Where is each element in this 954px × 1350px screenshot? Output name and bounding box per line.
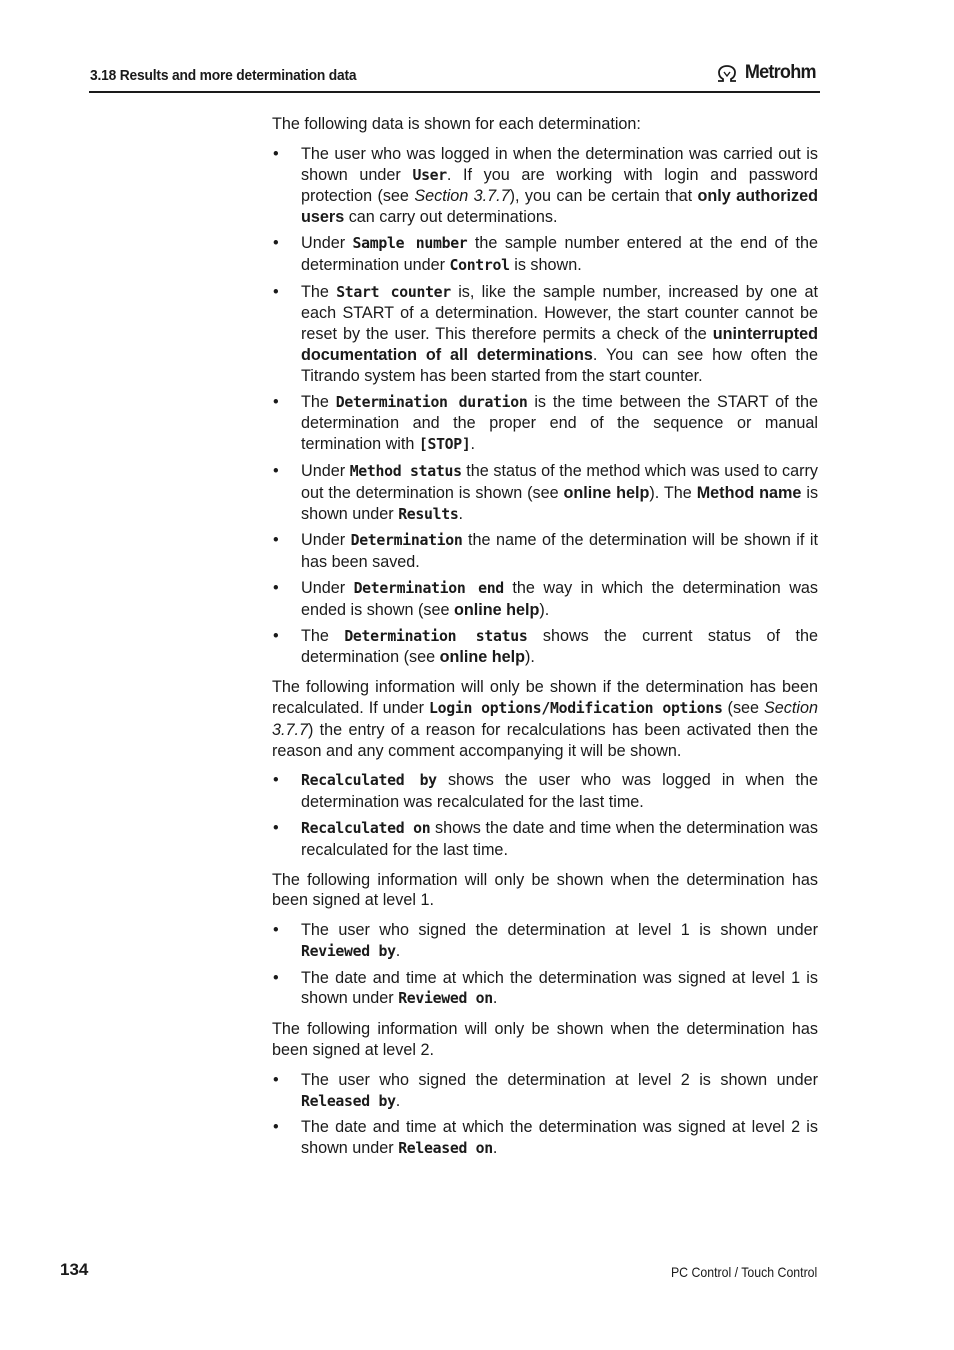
list-item-released-by: • The user who signed the determination at level 2 is shown under Released by. — [272, 1070, 818, 1113]
logo-text: Metrohm — [745, 62, 817, 83]
level1-list — [272, 920, 818, 1010]
determination-data-list — [272, 144, 818, 668]
recalculation-paragraph: The following information will only be shown if the determination has been recalculated. If under Login options/Modification options (see Section 3.7.7) the entry of a reason for recalculations has been activated then the reason and any comment accompanying it will be shown. — [272, 678, 818, 760]
list-item-determination: • Under Determination the name of the determination will be shown if it has been saved. — [272, 530, 818, 573]
list-item-user: • The user who was logged in when the determination was carried out is shown under User. If you are working with login and password protection (see Section 3.7.7), you can be certain that only authorized users can carry out determinations. — [272, 144, 818, 228]
list-item-recalculated-on: • Recalculated on shows the date and time when the determination was recalculated for the last time. — [272, 818, 818, 861]
omega-icon — [715, 64, 739, 82]
list-item-recalculated-by: • Recalculated by shows the user who was logged in when the determination was recalculated for the last time. — [272, 770, 818, 813]
list-item-determination-end: • Under Determination end the way in which the determination was ended is shown (see online help). — [272, 578, 818, 621]
header-rule — [89, 91, 820, 93]
level2-list — [272, 1070, 818, 1160]
section-title: 3.18 Results and more determination data — [90, 67, 357, 84]
list-item-determination-status: • The Determination status shows the current status of the determination (see online help). — [272, 626, 818, 669]
list-item-start-counter: • The Start counter is, like the sample number, increased by one at each START of a determination. However, the start counter cannot be reset by the user. This therefore permits a check of the uninterrupted documentation of all determinations. You can see how often the Titrando system has been started from the start counter. — [272, 282, 818, 387]
level2-paragraph: The following information will only be shown when the determination has been signed at level 2. — [272, 1020, 818, 1060]
list-item-method-status: • Under Method status the status of the method which was used to carry out the determination is shown (see online help). The Method name is shown under Results. — [272, 461, 818, 525]
recalculation-list — [272, 770, 818, 860]
page-content — [272, 114, 818, 1169]
list-item-reviewed-by: • The user who signed the determination at level 1 is shown under Reviewed by. — [272, 920, 818, 963]
footer-product: PC Control / Touch Control — [670, 1264, 817, 1280]
level1-paragraph: The following information will only be shown when the determination has been signed at level 1. — [272, 870, 818, 910]
list-item-sample-number: • Under Sample number the sample number entered at the end of the determination under Control is shown. — [272, 233, 818, 277]
list-item-reviewed-on: • The date and time at which the determination was signed at level 1 is shown under Reviewed on. — [272, 968, 818, 1011]
intro-paragraph: The following data is shown for each determination: — [272, 115, 641, 133]
metrohm-logo — [715, 62, 818, 84]
list-item-determination-duration: • The Determination duration is the time between the START of the determination and the proper end of the sequence or manual termination with [STOP]. — [272, 392, 818, 456]
list-item-released-on: • The date and time at which the determination was signed at level 2 is shown under Released on. — [272, 1117, 818, 1160]
page-number: 134 — [60, 1260, 89, 1279]
